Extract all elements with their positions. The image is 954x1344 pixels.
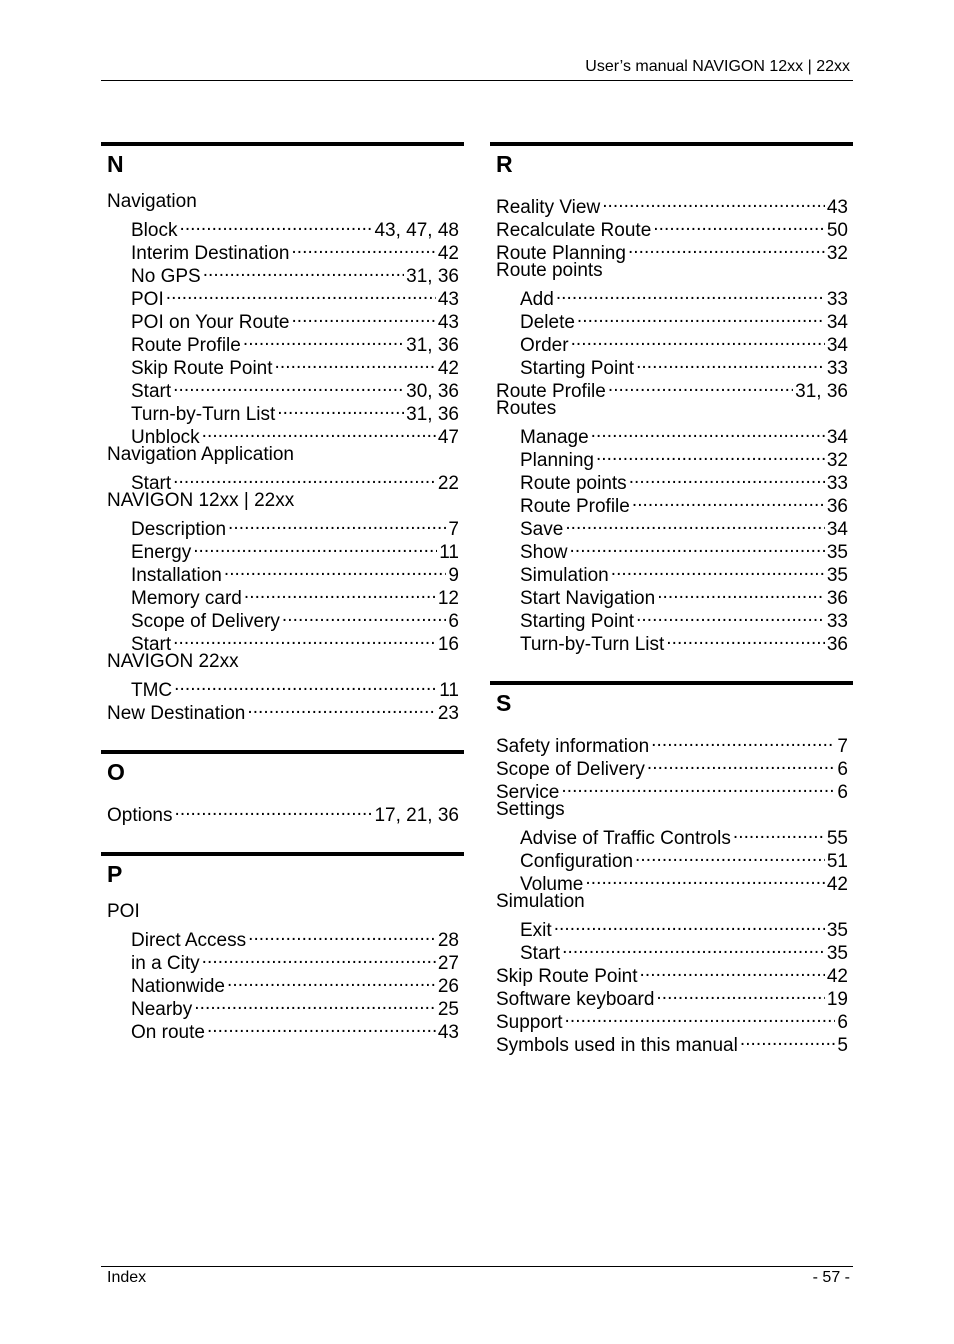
entry-page-numbers: 42 — [437, 358, 459, 379]
entry-label: Configuration — [520, 851, 634, 872]
index-column-right — [490, 142, 853, 1056]
dot-leader — [647, 752, 836, 775]
dot-leader — [733, 821, 825, 844]
footer-rule — [101, 1266, 853, 1267]
dot-leader — [173, 374, 404, 397]
dot-leader — [243, 328, 404, 351]
dot-leader — [657, 581, 825, 604]
entry-page-numbers: 6 — [837, 759, 848, 780]
index-entry — [496, 190, 848, 218]
index-section-r — [490, 142, 853, 655]
entry-label: Exit — [520, 920, 552, 941]
entry-label: Navigation — [107, 191, 197, 212]
dot-leader — [291, 236, 435, 259]
index-section-n — [101, 142, 464, 724]
dot-leader — [174, 798, 372, 821]
dot-leader — [666, 627, 825, 650]
index-subentry — [107, 923, 459, 951]
entry-label: Route points — [520, 473, 627, 494]
index-section-s — [490, 681, 853, 1056]
entry-label: Support — [496, 1012, 563, 1033]
entry-label: Installation — [131, 565, 222, 586]
entry-page-numbers: 7 — [837, 736, 848, 757]
entry-page-numbers: 43 — [437, 289, 459, 310]
entry-page-numbers: 35 — [826, 920, 848, 941]
index-entry — [107, 190, 459, 213]
entry-label: Manage — [520, 427, 589, 448]
entry-label: Unblock — [131, 427, 200, 448]
entry-page-numbers: 30, 36 — [406, 381, 459, 402]
dot-leader — [193, 535, 437, 558]
section-letter: N — [107, 151, 124, 177]
index-entry — [496, 729, 848, 757]
section-letter: S — [496, 690, 512, 716]
entry-label: Direct Access — [131, 930, 247, 951]
section-letter: P — [107, 861, 123, 887]
entry-label: Routes — [496, 398, 557, 419]
entry-label: Route Profile — [131, 335, 241, 356]
section-rule — [101, 142, 464, 146]
dot-leader — [585, 867, 824, 890]
index-entry — [107, 650, 459, 673]
entry-label: Planning — [520, 450, 594, 471]
entry-page-numbers: 35 — [826, 565, 848, 586]
entry-page-numbers: 7 — [448, 519, 459, 540]
entry-label: NAVIGON 22xx — [107, 651, 239, 672]
entry-page-numbers: 35 — [826, 542, 848, 563]
dot-leader — [194, 992, 436, 1015]
entry-page-numbers: 34 — [826, 312, 848, 333]
entry-label: Simulation — [496, 891, 585, 912]
dot-leader — [224, 558, 447, 581]
dot-leader — [591, 420, 825, 443]
dot-leader — [565, 1005, 836, 1028]
entry-page-numbers: 36 — [826, 496, 848, 517]
entry-label: Turn-by-Turn List — [131, 404, 276, 425]
entry-label: Start — [131, 634, 172, 655]
entry-label: Volume — [520, 874, 584, 895]
entry-page-numbers: 31, 36 — [406, 404, 459, 425]
section-letter: O — [107, 759, 125, 785]
entry-label: Safety information — [496, 736, 650, 757]
entry-page-numbers: 50 — [826, 220, 848, 241]
entry-page-numbers: 31, 36 — [406, 266, 459, 287]
dot-leader — [640, 959, 825, 982]
entry-label: Start — [131, 381, 172, 402]
index-subentry — [496, 420, 848, 448]
dot-leader — [656, 982, 824, 1005]
section-rule — [101, 750, 464, 754]
entry-label: Route points — [496, 260, 603, 281]
entry-label: Scope of Delivery — [131, 611, 280, 632]
entry-label: Advise of Traffic Controls — [520, 828, 731, 849]
dot-leader — [202, 420, 436, 443]
entry-label: Software keyboard — [496, 989, 655, 1010]
index-entry-list — [490, 729, 853, 1056]
entry-label: Energy — [131, 542, 192, 563]
entry-page-numbers: 6 — [837, 782, 848, 803]
entry-page-numbers: 23 — [437, 703, 459, 724]
entry-page-numbers: 36 — [826, 634, 848, 655]
index-entry — [496, 259, 848, 282]
index-subentry — [107, 512, 459, 540]
entry-page-numbers: 28 — [437, 930, 459, 951]
dot-leader — [561, 775, 835, 798]
entry-label: POI — [131, 289, 164, 310]
index-entry — [107, 798, 459, 826]
dot-leader — [227, 969, 436, 992]
entry-label: Save — [520, 519, 564, 540]
page-number: - 57 - — [812, 1269, 850, 1286]
dot-leader — [653, 213, 825, 236]
entry-page-numbers: 43 — [826, 197, 848, 218]
entry-page-numbers: 22 — [437, 473, 459, 494]
entry-label: Show — [520, 542, 568, 563]
entry-label: Block — [131, 220, 178, 241]
dot-leader — [556, 282, 825, 305]
running-header: User’s manual NAVIGON 12xx | 22xx — [585, 58, 850, 75]
entry-page-numbers: 17, 21, 36 — [374, 805, 459, 826]
entry-label: Recalculate Route — [496, 220, 652, 241]
entry-page-numbers: 11 — [439, 542, 459, 563]
entry-page-numbers: 32 — [826, 243, 848, 264]
index-subentry — [107, 673, 459, 701]
dot-leader — [173, 466, 436, 489]
entry-page-numbers: 34 — [826, 427, 848, 448]
index-entry-list — [490, 190, 853, 655]
entry-page-numbers: 36 — [826, 588, 848, 609]
entry-label: Nearby — [131, 999, 193, 1020]
dot-leader — [554, 913, 825, 936]
entry-page-numbers: 33 — [826, 611, 848, 632]
entry-label: Start — [520, 943, 561, 964]
dot-leader — [628, 236, 825, 259]
entry-page-numbers: 5 — [837, 1035, 848, 1056]
section-rule — [490, 142, 853, 146]
index-entry — [107, 443, 459, 466]
entry-label: Route Profile — [520, 496, 630, 517]
entry-label: Starting Point — [520, 358, 635, 379]
entry-label: New Destination — [107, 703, 246, 724]
dot-leader — [173, 627, 436, 650]
entry-page-numbers: 42 — [826, 966, 848, 987]
dot-leader — [740, 1028, 836, 1051]
dot-leader — [602, 190, 825, 213]
dot-leader — [179, 213, 372, 236]
entry-page-numbers: 43, 47, 48 — [374, 220, 459, 241]
dot-leader — [247, 696, 436, 719]
index-subentry — [496, 282, 848, 310]
entry-page-numbers: 6 — [837, 1012, 848, 1033]
entry-label: Simulation — [520, 565, 609, 586]
entry-label: Reality View — [496, 197, 601, 218]
dot-leader — [635, 844, 825, 867]
index-column-left — [101, 142, 464, 1043]
entry-page-numbers: 42 — [826, 874, 848, 895]
entry-page-numbers: 6 — [448, 611, 459, 632]
index-section-p — [101, 852, 464, 1043]
entry-page-numbers: 35 — [826, 943, 848, 964]
entry-label: Order — [520, 335, 569, 356]
dot-leader — [166, 282, 436, 305]
dot-leader — [174, 673, 437, 696]
entry-page-numbers: 19 — [826, 989, 848, 1010]
entry-label: Route Planning — [496, 243, 626, 264]
entry-label: in a City — [131, 953, 200, 974]
entry-page-numbers: 43 — [437, 1022, 459, 1043]
entry-page-numbers: 27 — [437, 953, 459, 974]
entry-label: Turn-by-Turn List — [520, 634, 665, 655]
dot-leader — [571, 328, 825, 351]
dot-leader — [202, 946, 436, 969]
dot-leader — [596, 443, 825, 466]
index-subentry — [496, 821, 848, 849]
entry-label: Interim Destination — [131, 243, 290, 264]
entry-label: Memory card — [131, 588, 242, 609]
entry-page-numbers: 55 — [826, 828, 848, 849]
dot-leader — [636, 604, 825, 627]
entry-label: Navigation Application — [107, 444, 294, 465]
entry-label: POI on Your Route — [131, 312, 290, 333]
index-subentry — [496, 913, 848, 941]
entry-label: NAVIGON 12xx | 22xx — [107, 490, 295, 511]
section-rule — [490, 681, 853, 685]
entry-page-numbers: 47 — [437, 427, 459, 448]
dot-leader — [577, 305, 825, 328]
index-entry — [496, 890, 848, 913]
entry-label: Skip Route Point — [131, 358, 273, 379]
entry-label: Symbols used in this manual — [496, 1035, 738, 1056]
entry-page-numbers: 43 — [437, 312, 459, 333]
entry-label: Skip Route Point — [496, 966, 638, 987]
entry-label: Start Navigation — [520, 588, 656, 609]
entry-label: Route Profile — [496, 381, 606, 402]
dot-leader — [632, 489, 825, 512]
dot-leader — [570, 535, 825, 558]
dot-leader — [291, 305, 435, 328]
entry-page-numbers: 32 — [826, 450, 848, 471]
entry-label: Service — [496, 782, 560, 803]
entry-page-numbers: 31, 36 — [795, 381, 848, 402]
dot-leader — [275, 351, 436, 374]
entry-label: Add — [520, 289, 554, 310]
dot-leader — [636, 351, 825, 374]
entry-page-numbers: 26 — [437, 976, 459, 997]
index-entry-list — [101, 190, 464, 724]
index-entry — [107, 900, 459, 923]
entry-page-numbers: 25 — [437, 999, 459, 1020]
footer-section-name: Index — [107, 1269, 147, 1286]
entry-label: Description — [131, 519, 227, 540]
dot-leader — [203, 259, 404, 282]
dot-leader — [629, 466, 825, 489]
index-section-o — [101, 750, 464, 826]
entry-label: Settings — [496, 799, 565, 820]
entry-label: TMC — [131, 680, 173, 701]
dot-leader — [282, 604, 447, 627]
entry-page-numbers: 12 — [437, 588, 459, 609]
dot-leader — [207, 1015, 436, 1038]
entry-label: Delete — [520, 312, 575, 333]
entry-page-numbers: 9 — [448, 565, 459, 586]
entry-label: No GPS — [131, 266, 201, 287]
dot-leader — [248, 923, 436, 946]
index-entry — [496, 798, 848, 821]
entry-label: Options — [107, 805, 173, 826]
entry-page-numbers: 34 — [826, 519, 848, 540]
entry-label: On route — [131, 1022, 205, 1043]
entry-page-numbers: 33 — [826, 473, 848, 494]
dot-leader — [562, 936, 825, 959]
dot-leader — [565, 512, 825, 535]
index-entry — [107, 489, 459, 512]
entry-page-numbers: 11 — [439, 680, 459, 701]
section-rule — [101, 852, 464, 856]
entry-page-numbers: 42 — [437, 243, 459, 264]
entry-label: Nationwide — [131, 976, 225, 997]
index-entry-list — [101, 798, 464, 826]
dot-leader — [277, 397, 404, 420]
index-entry-list — [101, 900, 464, 1043]
dot-leader — [611, 558, 825, 581]
entry-page-numbers: 16 — [437, 634, 459, 655]
index-subentry — [107, 213, 459, 241]
entry-page-numbers: 31, 36 — [406, 335, 459, 356]
entry-label: Scope of Delivery — [496, 759, 645, 780]
dot-leader — [244, 581, 436, 604]
dot-leader — [608, 374, 793, 397]
entry-page-numbers: 34 — [826, 335, 848, 356]
dot-leader — [228, 512, 446, 535]
entry-page-numbers: 51 — [826, 851, 848, 872]
section-letter: R — [496, 151, 513, 177]
entry-page-numbers: 33 — [826, 289, 848, 310]
entry-label: POI — [107, 901, 140, 922]
entry-label: Start — [131, 473, 172, 494]
dot-leader — [651, 729, 835, 752]
index-subentry — [107, 466, 459, 494]
entry-page-numbers: 33 — [826, 358, 848, 379]
entry-label: Starting Point — [520, 611, 635, 632]
header-rule — [101, 80, 853, 81]
